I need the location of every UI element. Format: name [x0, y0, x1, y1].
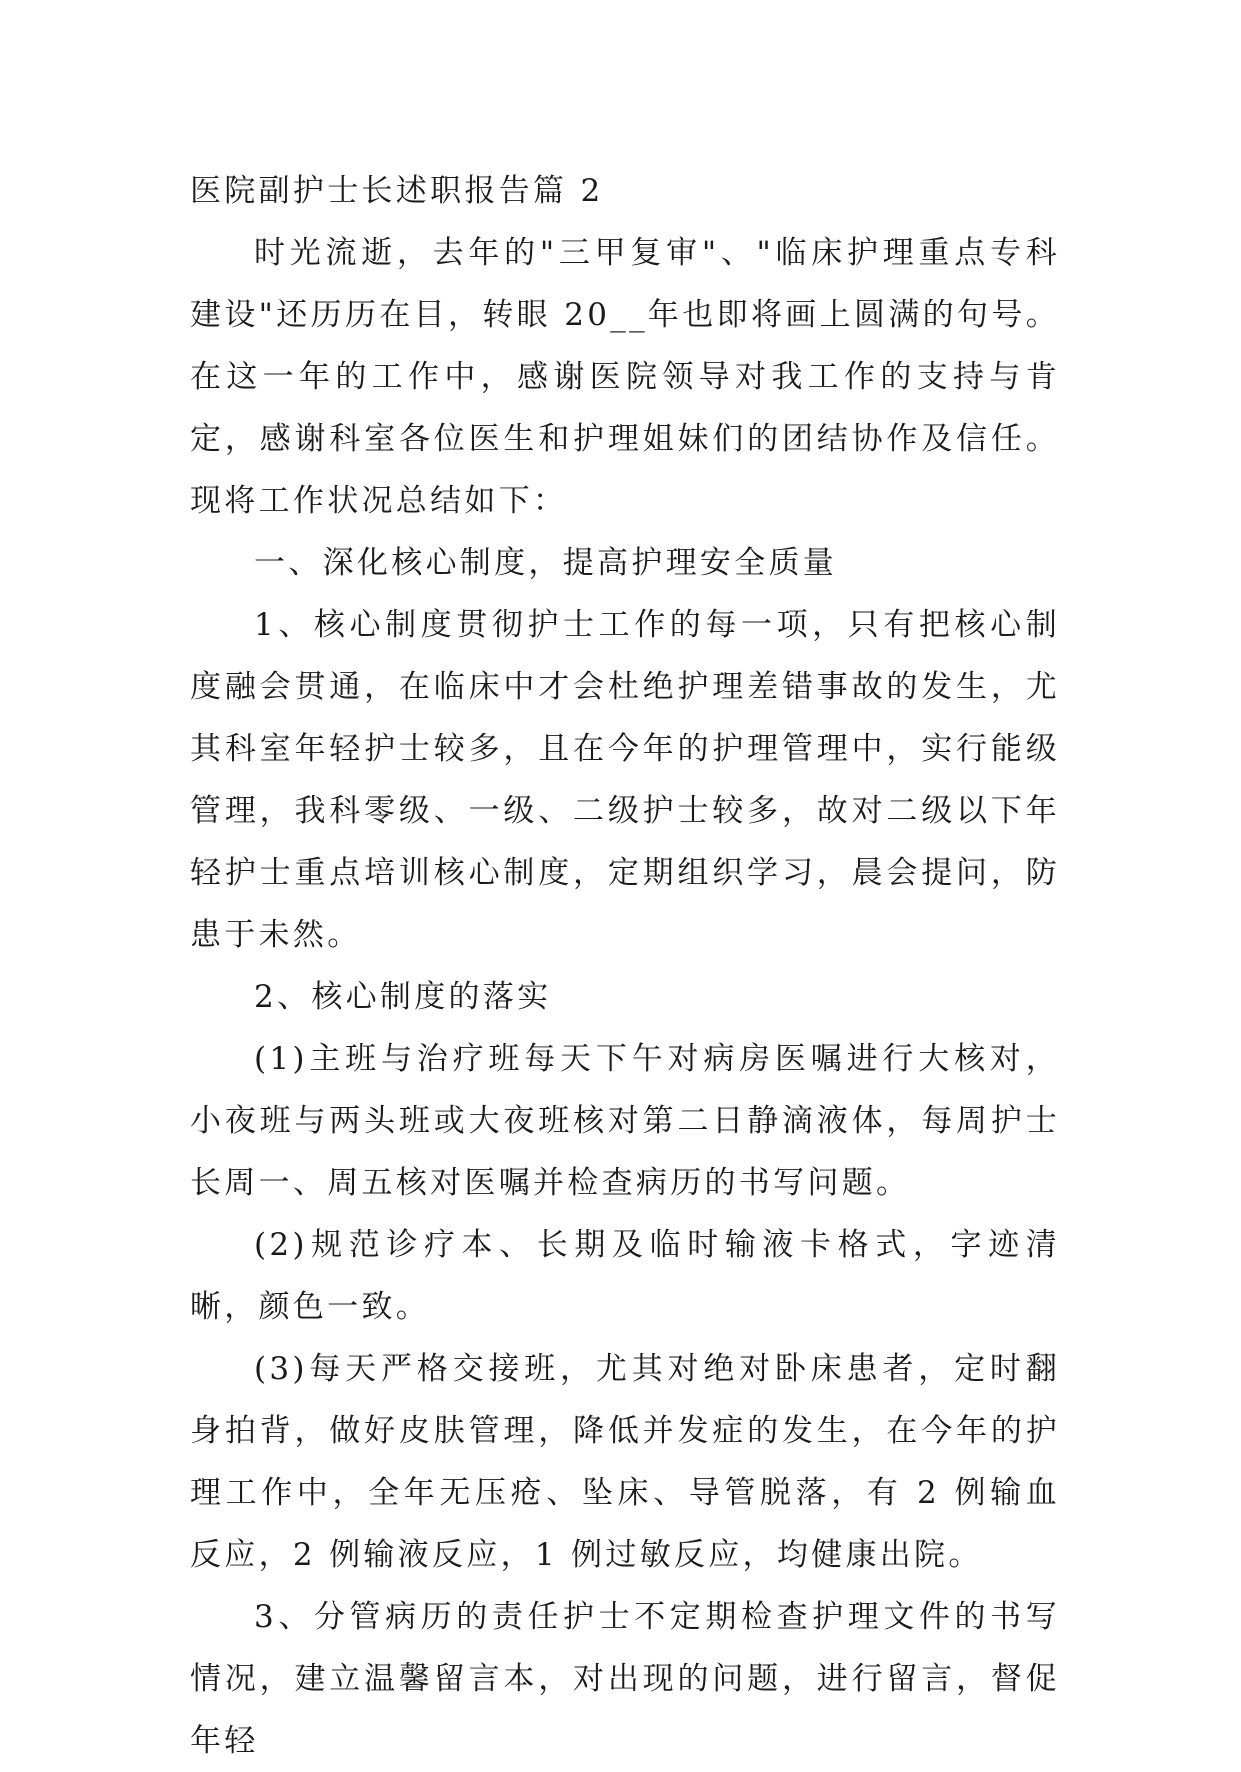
section-heading-1: 一、深化核心制度，提高护理安全质量 — [254, 545, 838, 581]
paragraph-subitem-3: (3)每天严格交接班，尤其对绝对卧床患者，定时翻身拍背，做好皮肤管理，降低并发症的发生，在今年的护理工作中，全年无压疮、坠床、导管脱落，有 2 例输血反应，2 例输液反应，1 例过敏反应，均健康出院。 — [190, 1351, 1060, 1573]
paragraph-intro: 时光流逝，去年的"三甲复审"、"临床护理重点专科建设"还历历在目，转眼 20__年也即将画上圆满的句号。在这一年的工作中，感谢医院领导对我工作的支持与肯定，感谢科室各位医生和护理姐妹们的团结协作及信任。现将工作状况总结如下： — [190, 235, 1060, 519]
document-body — [190, 160, 1060, 1772]
paragraph-item-2: 2、核心制度的落实 — [254, 979, 552, 1015]
paragraph-item-3: 3、分管病历的责任护士不定期检查护理文件的书写情况，建立温馨留言本，对出现的问题，进行留言，督促年轻 — [190, 1599, 1060, 1759]
document-title: 医院副护士长述职报告篇 2 — [190, 173, 604, 209]
paragraph-item-1: 1、核心制度贯彻护士工作的每一项，只有把核心制度融会贯通，在临床中才会杜绝护理差错事故的发生，尤其科室年轻护士较多，且在今年的护理管理中，实行能级管理，我科零级、一级、二级护士较多，故对二级以下年轻护士重点培训核心制度，定期组织学习，晨会提问，防患于未然。 — [190, 607, 1060, 953]
paragraph-subitem-1: (1)主班与治疗班每天下午对病房医嘱进行大核对，小夜班与两头班或大夜班核对第二日静滴液体，每周护士长周一、周五核对医嘱并检查病历的书写问题。 — [190, 1041, 1060, 1201]
paragraph-subitem-2: (2)规范诊疗本、长期及临时输液卡格式，字迹清晰，颜色一致。 — [190, 1227, 1060, 1325]
